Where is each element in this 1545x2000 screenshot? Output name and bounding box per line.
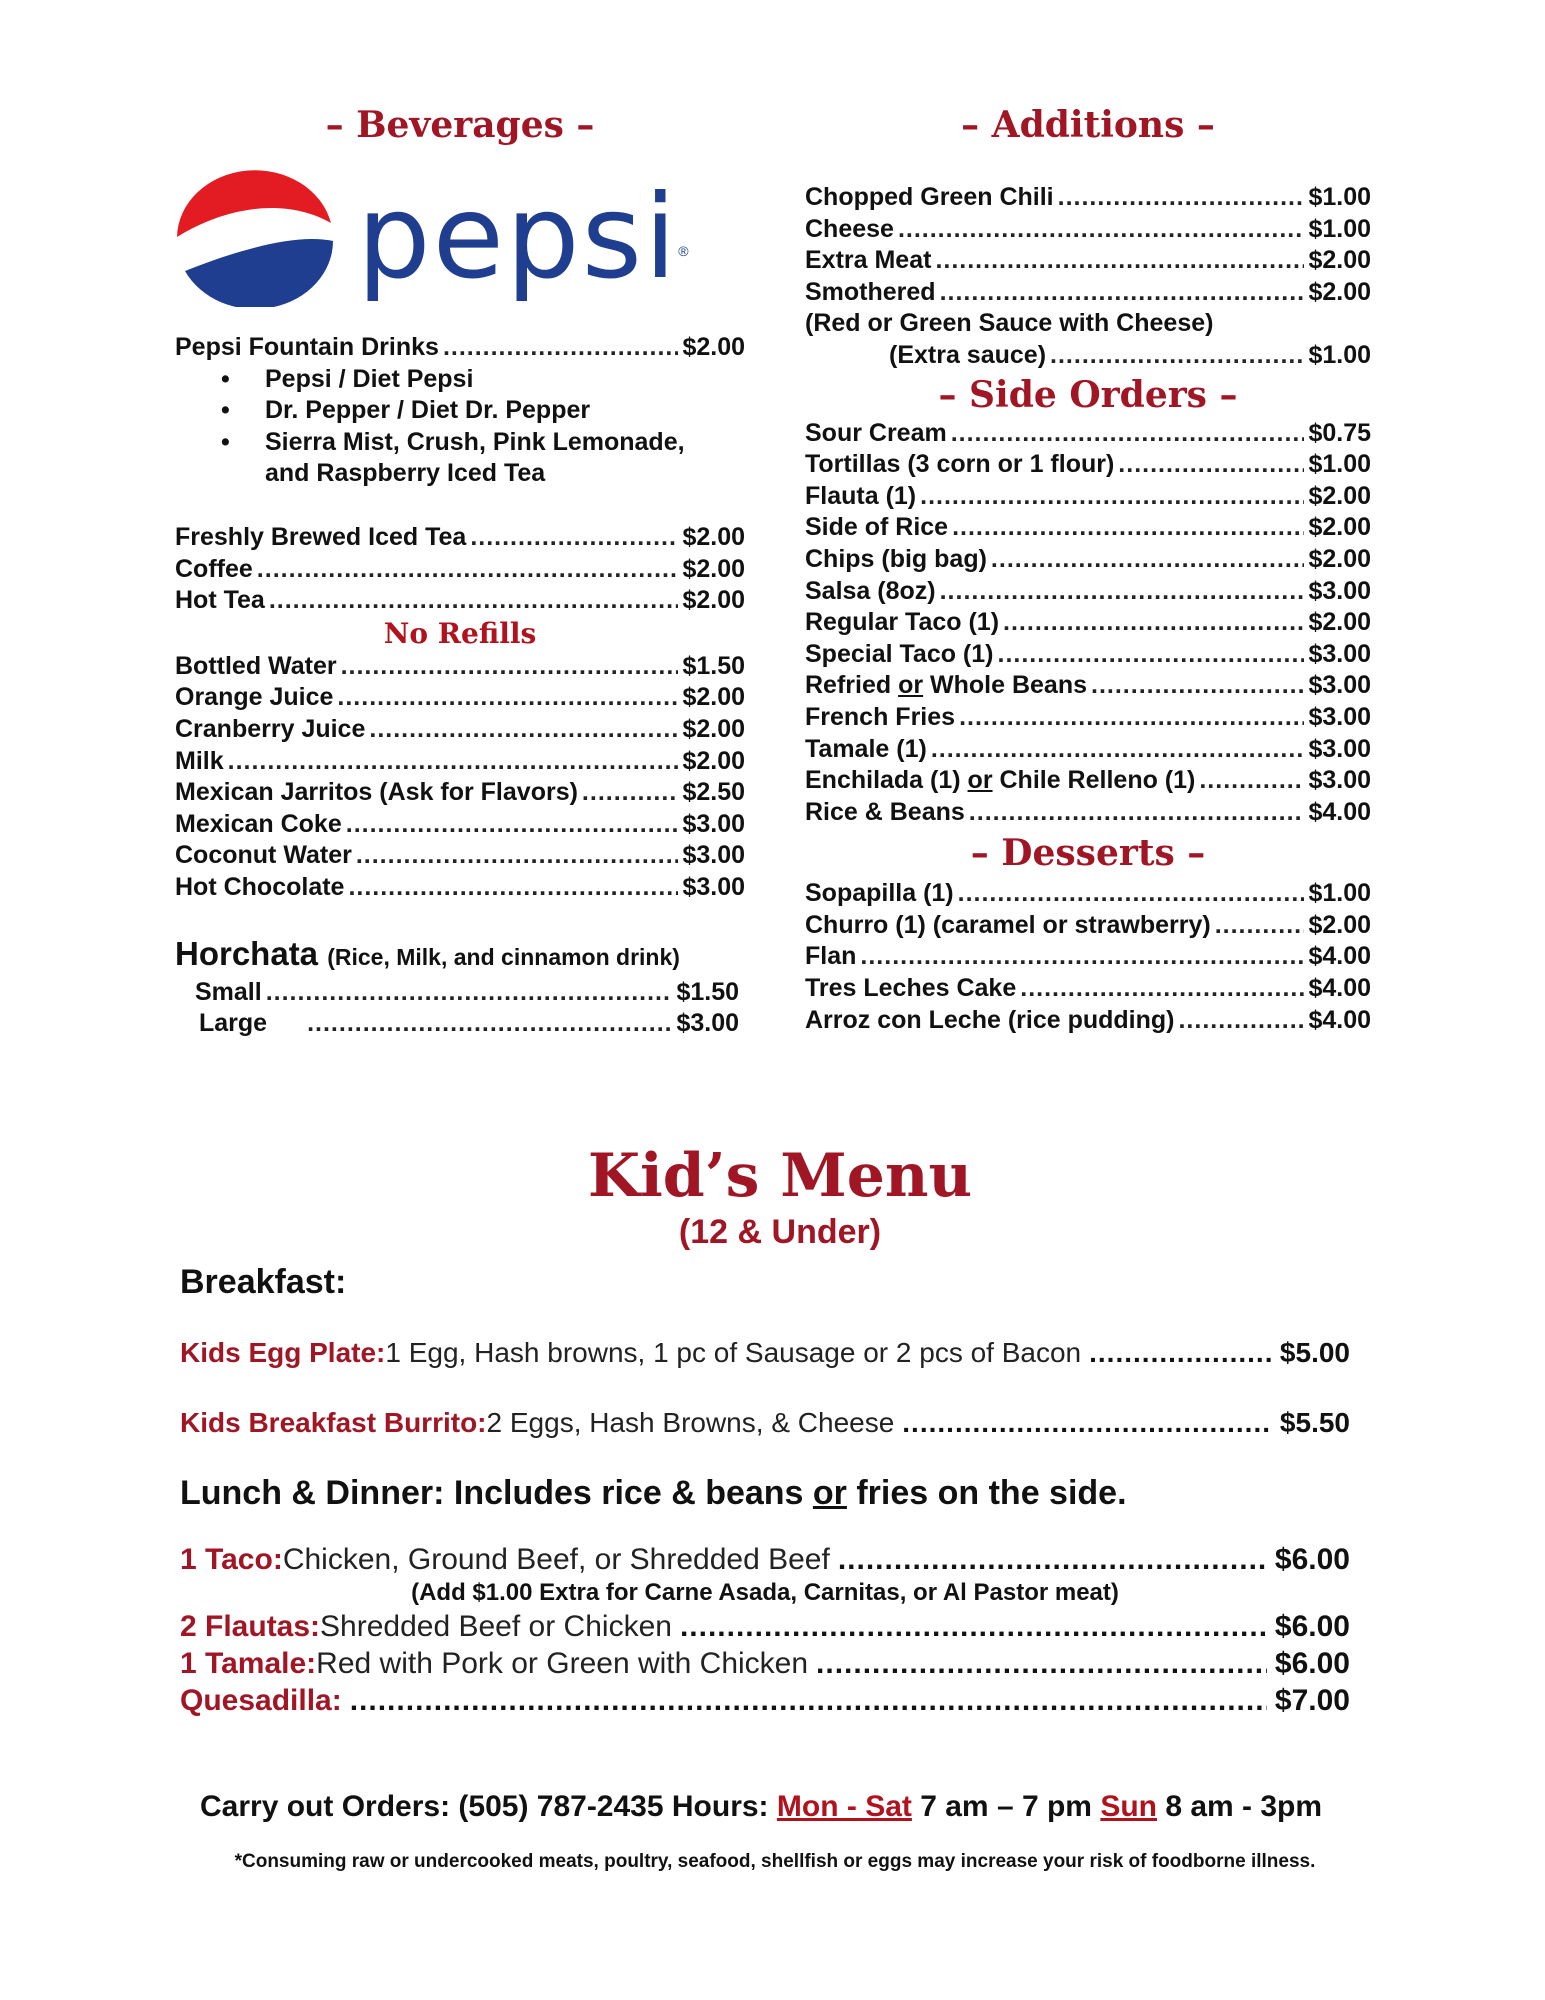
menu-item: Chopped Green Chili ..... $1.00 bbox=[805, 182, 1371, 214]
menu-item: Bottled Water ..... $1.50 bbox=[175, 651, 745, 683]
menu-item: Refried or Whole Beans ..... $3.00 bbox=[805, 670, 1371, 702]
list-item: • Sierra Mist, Crush, Pink Lemonade, bbox=[265, 427, 745, 459]
menu-item: Special Taco (1) ..... $3.00 bbox=[805, 639, 1371, 671]
menu-item: Sopapilla (1) ..... $1.00 bbox=[805, 878, 1371, 910]
list-item: • Pepsi / Diet Pepsi bbox=[265, 364, 745, 396]
lunch-dinner-heading: Lunch & Dinner: Includes rice & beans or fries on the side. bbox=[180, 1474, 1127, 1512]
pepsi-wordmark: pepsi bbox=[357, 169, 679, 305]
kids-menu-title: Kid’s Menu bbox=[587, 1141, 973, 1211]
menu-item: Flauta (1) ..... $2.00 bbox=[805, 481, 1371, 513]
menu-item: Chips (big bag) ..... $2.00 bbox=[805, 544, 1371, 576]
registered-mark: ® bbox=[678, 243, 689, 259]
breakfast-heading: Breakfast: bbox=[180, 1263, 347, 1301]
menu-item: Salsa (8oz) ..... $3.00 bbox=[805, 576, 1371, 608]
desserts-header: – Desserts – bbox=[970, 832, 1206, 875]
pepsi-logo bbox=[175, 162, 745, 312]
menu-item: Tres Leches Cake ..... $4.00 bbox=[805, 973, 1371, 1005]
menu-item: Milk ..... $2.00 bbox=[175, 746, 745, 778]
menu-item: French Fries ..... $3.00 bbox=[805, 702, 1371, 734]
menu-item: Side of Rice ..... $2.00 bbox=[805, 512, 1371, 544]
beverages-section bbox=[175, 100, 745, 1040]
menu-item: Freshly Brewed Iced Tea ..... $2.00 bbox=[175, 522, 745, 554]
menu-item: (Extra sauce) ..... $1.00 bbox=[805, 340, 1371, 372]
menu-item: Regular Taco (1) ..... $2.00 bbox=[805, 607, 1371, 639]
kids-menu-subtitle: (12 & Under) bbox=[678, 1213, 882, 1251]
menu-item: Cheese ..... $1.00 bbox=[805, 214, 1371, 246]
menu-item: Sour Cream ..... $0.75 bbox=[805, 418, 1371, 450]
smothered-note: (Red or Green Sauce with Cheese) bbox=[805, 309, 1214, 338]
menu-item: Cranberry Juice ..... $2.00 bbox=[175, 714, 745, 746]
kids-menu-section bbox=[180, 1140, 1380, 1719]
menu-item: Mexican Coke ..... $3.00 bbox=[175, 809, 745, 841]
side-orders-header: – Side Orders – bbox=[938, 373, 1238, 416]
beverages-header: – Beverages – bbox=[325, 104, 595, 146]
menu-item: Hot Tea ..... $2.00 bbox=[175, 585, 745, 617]
horchata-title: Horchata (Rice, Milk, and cinnamon drink) bbox=[175, 934, 680, 972]
horchata-description: (Rice, Milk, and cinnamon drink) bbox=[327, 943, 680, 970]
additions-header: – Additions – bbox=[961, 104, 1215, 146]
menu-item: Coconut Water ..... $3.00 bbox=[175, 840, 745, 872]
menu-item: Pepsi Fountain Drinks ..... $2.00 bbox=[175, 332, 745, 364]
kids-menu-item: Kids Egg Plate: 1 Egg, Hash browns, 1 pc of Sausage or 2 pcs of Bacon ..... $5.00 bbox=[180, 1334, 1350, 1371]
kids-menu-item: 2 Flautas: Shredded Beef or Chicken ..... $6.00 bbox=[180, 1608, 1350, 1645]
menu-item: Rice & Beans ..... $4.00 bbox=[805, 797, 1371, 829]
kids-menu-item: Kids Breakfast Burrito: 2 Eggs, Hash Browns, & Cheese ..... $5.50 bbox=[180, 1404, 1350, 1441]
menu-item: Tamale (1) ..... $3.00 bbox=[805, 734, 1371, 766]
no-refills-label: No Refills bbox=[383, 616, 537, 650]
menu-item: Churro (1) (caramel or strawberry) ..... $2.00 bbox=[805, 910, 1371, 942]
menu-item: Tortillas (3 corn or 1 flour) ..... $1.00 bbox=[805, 449, 1371, 481]
list-item: • Dr. Pepper / Diet Dr. Pepper bbox=[265, 395, 745, 427]
fountain-options-list bbox=[175, 364, 745, 490]
menu-item: Arroz con Leche (rice pudding) ..... $4.00 bbox=[805, 1005, 1371, 1037]
menu-item: Flan ..... $4.00 bbox=[805, 941, 1371, 973]
menu-item: Extra Meat ..... $2.00 bbox=[805, 245, 1371, 277]
list-item-continuation: and Raspberry Iced Tea bbox=[265, 459, 546, 488]
right-column bbox=[805, 100, 1371, 1036]
menu-item: Enchilada (1) or Chile Relleno (1) ..... $3.00 bbox=[805, 765, 1371, 797]
taco-note: (Add $1.00 Extra for Carne Asada, Carnitas, or Al Pastor meat) bbox=[411, 1579, 1119, 1606]
pepsi-globe-icon bbox=[175, 167, 335, 307]
food-safety-disclaimer: *Consuming raw or undercooked meats, poultry, seafood, shellfish or eggs may increase your risk of foodborne illness. bbox=[234, 1851, 1316, 1872]
menu-item: Smothered ..... $2.00 bbox=[805, 277, 1371, 309]
kids-menu-item: Quesadilla: ..... $7.00 bbox=[180, 1682, 1350, 1719]
menu-item: Mexican Jarritos (Ask for Flavors) ..... $2.50 bbox=[175, 777, 745, 809]
kids-menu-item: 1 Taco: Chicken, Ground Beef, or Shredded Beef ..... $6.00 bbox=[180, 1541, 1350, 1578]
menu-item: Orange Juice ..... $2.00 bbox=[175, 682, 745, 714]
carry-out-hours: Carry out Orders: (505) 787-2435 Hours: Mon - Sat 7 am – 7 pm Sun 8 am - 3pm bbox=[200, 1790, 1323, 1823]
menu-item: Coffee ..... $2.00 bbox=[175, 554, 745, 586]
menu-item: Small ..... $1.50 bbox=[175, 977, 745, 1009]
menu-item: Large ..... $3.00 bbox=[175, 1008, 745, 1040]
kids-menu-item: 1 Tamale: Red with Pork or Green with Chicken ..... $6.00 bbox=[180, 1645, 1350, 1682]
menu-item: Hot Chocolate ..... $3.00 bbox=[175, 872, 745, 904]
